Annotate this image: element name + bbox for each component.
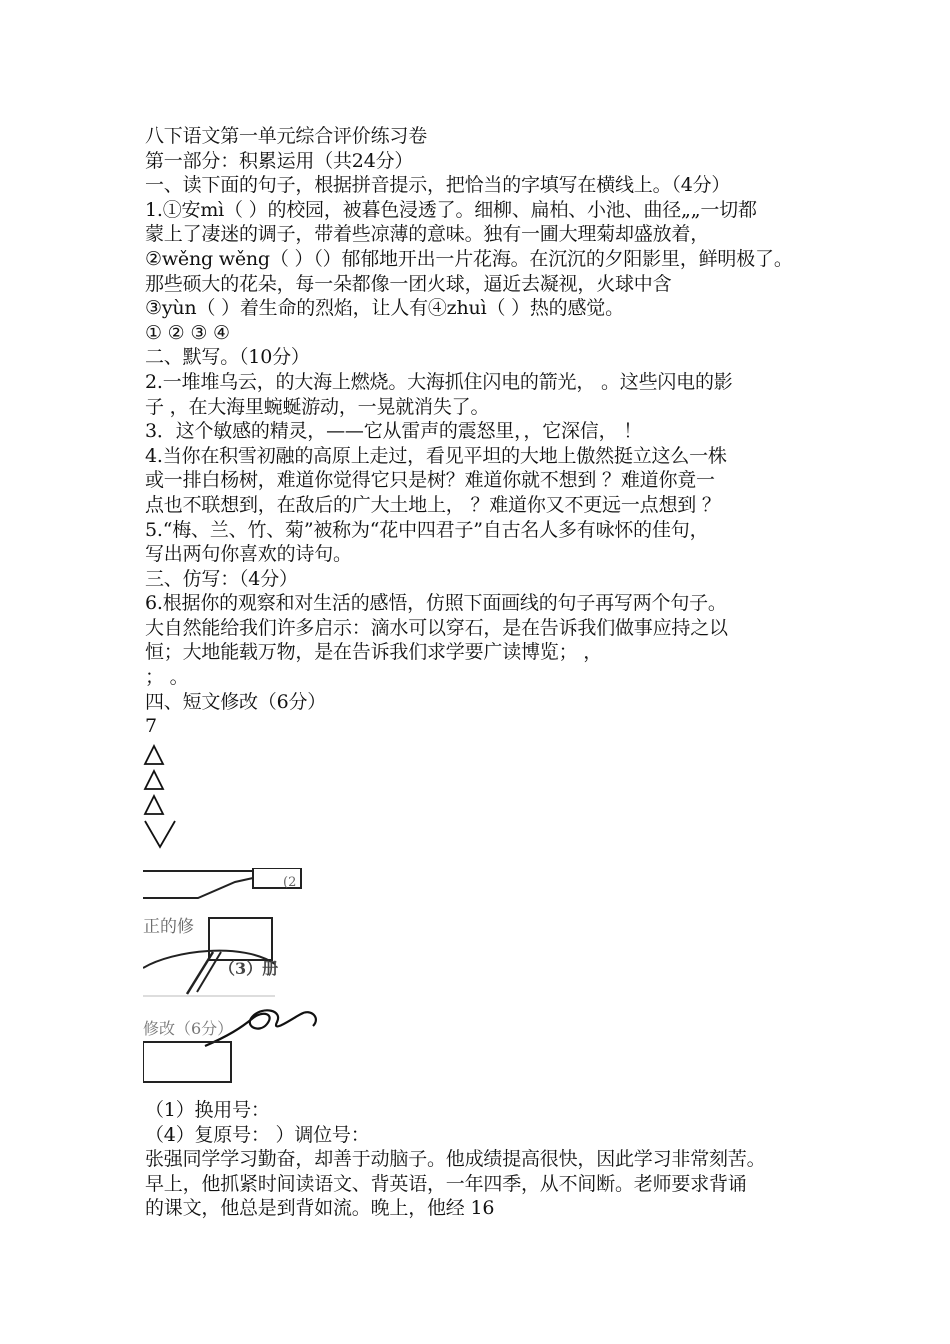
answer-markers: ① ② ③ ④: [145, 321, 230, 344]
scan-fragment-2: 正的修: [143, 917, 194, 937]
question-heading-1: 一、读下面的句子，根据拼音提示，把恰当的字填写在横线上。（4分）: [145, 174, 731, 197]
text-line: ③yùn（ ）着生命的烈焰，让人有④zhuì（ ）热的感觉。: [145, 297, 624, 320]
text-block-top: [145, 124, 835, 739]
passage-line: 早上，他抓紧时间读语文、背英语，一年四季，从不间断。老师要求背诵: [145, 1172, 747, 1195]
text-line: 6.根据你的观察和对生活的感悟，仿照下面画线的句子再写两个句子。: [145, 592, 727, 615]
text-line: ②wěng wěng（ ）（）郁郁地开出一片花海。在沉沉的夕阳影里，鲜明极了。: [145, 247, 793, 270]
text-line: 子 ，在大海里蜿蜒游动，一晃就消失了。: [145, 395, 490, 418]
text-line: 蒙上了凄迷的调子，带着些凉薄的意味。独有一圃大理菊却盛放着，: [145, 223, 710, 246]
passage-line: 张强同学学习勤奋，却善于动脑子。他成绩提高很快，因此学习非常刻苦。: [145, 1148, 766, 1171]
text-line: （4）复原号： ）调位号：: [145, 1123, 370, 1146]
triangle-icon: [143, 769, 165, 791]
text-line: 点也不联想到，在敌后的广大土地上， ？难道你又不更远一点想到 ？: [145, 493, 721, 516]
question-heading-4: 四、短文修改（6分）: [145, 690, 327, 713]
text-line: 或一排白杨树，难道你觉得它只是树？难道你就不想到 ？难道你竟一: [145, 469, 715, 492]
text-line: 写出两句你喜欢的诗句。: [145, 543, 352, 566]
section-heading-part1: 第一部分：积累运用（共24分）: [145, 149, 414, 172]
scanned-correction-marks: [143, 868, 323, 1088]
triangle-icon: [143, 744, 165, 766]
passage-line: 的课文，他总是到背如流。晚上，他经 16: [145, 1197, 495, 1220]
text-line: 2.一堆堆乌云，的大海上燃烧。大海抓住闪电的箭光， 。这些闪电的影: [145, 370, 733, 393]
correction-symbols: [143, 744, 183, 849]
question-heading-2: 二、默写。（10分）: [145, 346, 310, 369]
text-line: （1）换用号：: [145, 1099, 270, 1121]
scan-fragment-4: 修改（6分）: [143, 1019, 234, 1038]
scan-fragment-3: （3）册: [219, 959, 279, 978]
text-line: 大自然能给我们许多启示：滴水可以穿石，是在告诉我们做事应持之以: [145, 616, 728, 639]
text-line: 那些硕大的花朵，每一朵都像一团火球，逼近去凝视，火球中含: [145, 272, 672, 295]
text-line: 1.①安mì（ ）的校园，被暮色浸透了。细柳、扁柏、小池、曲径„„一切都: [145, 198, 757, 221]
triangle-icon: [143, 794, 165, 816]
text-line: 恒；大地能载万物，是在告诉我们求学要广读博览； ，: [145, 641, 603, 664]
doc-title: 八下语文第一单元综合评价练习卷: [145, 125, 428, 147]
text-line: ； 。: [145, 666, 189, 689]
insert-caret-icon: [143, 819, 177, 849]
text-block-bottom: [145, 1098, 835, 1221]
text-line: 5.“梅、兰、竹、菊”被称为“花中四君子”自古名人多有咏怀的佳句，: [145, 518, 709, 541]
question-heading-3: 三、仿写：（4分）: [145, 567, 298, 590]
question-number-7: 7: [145, 715, 157, 738]
text-line: 4.当你在积雪初融的高原上走过，看见平坦的大地上傲然挺立这么一株: [145, 444, 727, 467]
text-line: 3．这个敏感的精灵，——它从雷声的震怒里，，它深信， ！: [145, 420, 643, 443]
scan-fragment-1: (2: [283, 875, 297, 890]
